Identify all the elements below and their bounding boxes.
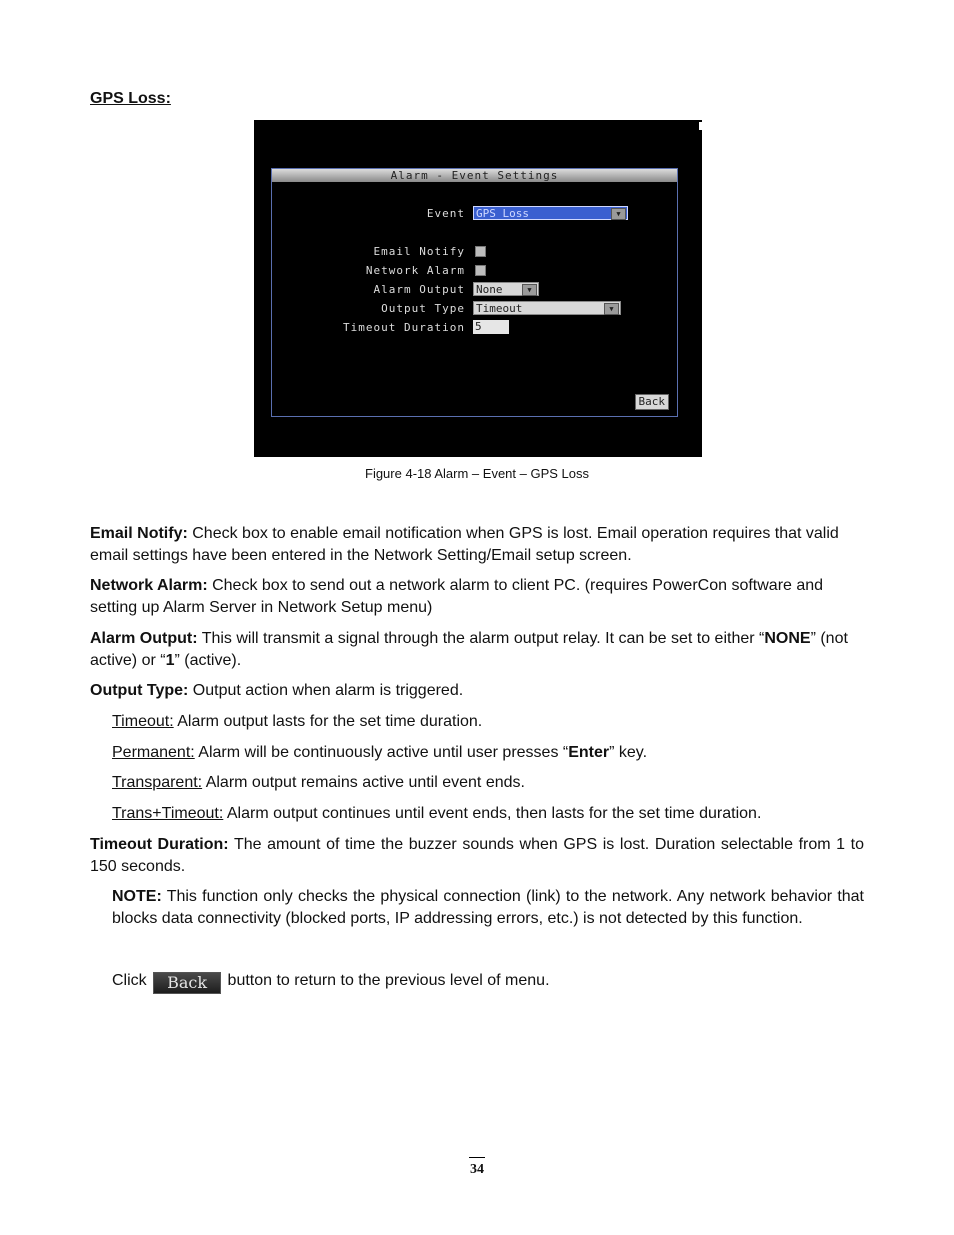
timeout-option-paragraph [112, 711, 872, 733]
description: Click [112, 972, 152, 989]
description: button to return to the previous level of menu. [223, 972, 550, 989]
network-alarm-checkbox[interactable] [475, 265, 486, 276]
description: Alarm output continues until event ends, then lasts for the set time duration. [223, 805, 762, 822]
note-paragraph [112, 886, 864, 930]
term: Output Type: [90, 682, 189, 699]
term: Email Notify: [90, 525, 188, 542]
enter-key: Enter [568, 744, 610, 761]
chevron-down-icon: ▼ [522, 284, 537, 296]
transparent-option-paragraph [112, 772, 872, 794]
output-type-value: Timeout [476, 302, 523, 315]
network-alarm-label: Network Alarm [365, 264, 465, 277]
alarm-output-label: Alarm Output [373, 283, 465, 296]
description: The amount of time the buzzer sounds when GPS is lost. Duration selectable from 1 to 150 seconds. [90, 836, 865, 875]
description: Alarm will be continuously active until user presses “ [194, 744, 569, 761]
event-label: Event [426, 207, 465, 220]
term: Trans+Timeout: [112, 805, 224, 822]
term: NOTE: [112, 888, 162, 905]
description: ” (not active) or “ [90, 630, 848, 669]
description: ” (active). [174, 652, 242, 669]
click-back-paragraph [112, 970, 872, 994]
description: Check box to enable email notification when GPS is lost. Email operation requires that valid email settings have been entered in the Network Setting/Email setup screen. [90, 525, 839, 564]
trans-timeout-option-paragraph [112, 803, 872, 825]
back-button[interactable]: Back [635, 394, 670, 410]
alarm-output-value: None [476, 283, 503, 296]
alarm-output-paragraph [90, 628, 874, 672]
output-type-label: Output Type [381, 302, 465, 315]
corner-mark [699, 122, 702, 130]
term: Network Alarm: [90, 577, 208, 594]
output-type-select[interactable] [473, 301, 621, 315]
description: Alarm output remains active until event ends. [202, 774, 525, 791]
description: This function only checks the physical connection (link) to the network. Any network behavior that blocks data connectivity (blocked ports, IP addressing errors, etc.) is not detected by this function. [112, 888, 864, 927]
email-notify-label: Email Notify [373, 245, 465, 258]
description: Output action when alarm is triggered. [188, 682, 464, 699]
section-heading: GPS Loss: [90, 90, 171, 107]
panel-title: Alarm - Event Settings [272, 169, 677, 182]
network-alarm-paragraph [90, 575, 866, 619]
timeout-duration-paragraph [90, 834, 864, 878]
email-notify-checkbox[interactable] [475, 246, 486, 257]
permanent-option-paragraph [112, 742, 872, 764]
dvr-screenshot [254, 120, 702, 457]
alarm-event-settings-panel [271, 168, 678, 417]
term: Transparent: [112, 774, 203, 791]
term: Timeout: [112, 713, 174, 730]
value-none: NONE [764, 630, 811, 647]
description: ” key. [609, 744, 648, 761]
chevron-down-icon: ▼ [604, 303, 619, 315]
figure-caption: Figure 4-18 Alarm – Event – GPS Loss [365, 466, 589, 481]
term: Timeout Duration: [90, 836, 229, 853]
output-type-paragraph [90, 680, 866, 702]
email-notify-paragraph [90, 523, 866, 567]
term: Permanent: [112, 744, 195, 761]
alarm-output-select[interactable] [473, 282, 539, 296]
description: Alarm output lasts for the set time duration. [173, 713, 483, 730]
inline-back-button[interactable]: Back [153, 972, 221, 994]
description: This will transmit a signal through the alarm output relay. It can be set to either “ [197, 630, 765, 647]
term: Alarm Output: [90, 630, 198, 647]
value-one: 1 [165, 652, 175, 669]
timeout-duration-input[interactable]: 5 [473, 320, 509, 334]
description: Check box to send out a network alarm to client PC. (requires PowerCon software and setting up Alarm Server in Network Setup menu) [90, 577, 824, 616]
event-select-value: GPS Loss [476, 207, 529, 220]
page-number: 34 [469, 1157, 485, 1178]
event-select[interactable] [473, 206, 628, 220]
chevron-down-icon: ▼ [611, 208, 626, 220]
timeout-duration-label: Timeout Duration [343, 321, 465, 334]
